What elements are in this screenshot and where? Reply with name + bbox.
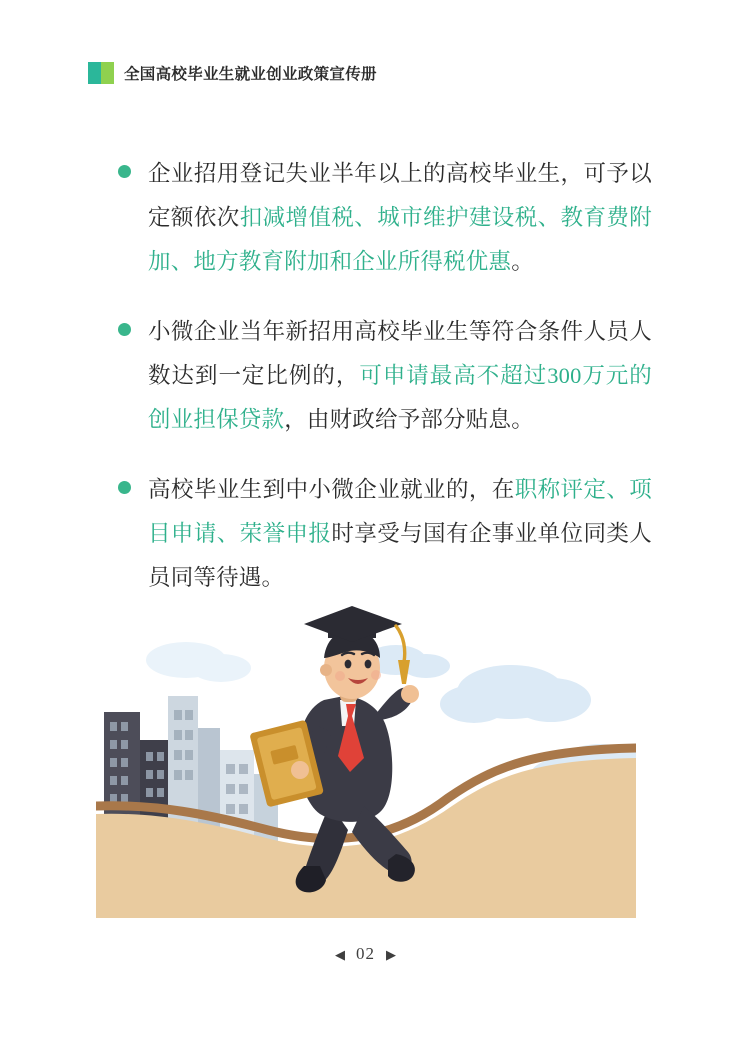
list-item: [112, 468, 652, 600]
paragraph-3: [148, 468, 652, 600]
illustration-graduate-running: [96, 600, 636, 918]
paragraph-1: [148, 152, 652, 284]
text-segment: 企业招用登记失业半年以上的高校毕业生，可予以定额依次: [148, 161, 652, 230]
text-segment-highlight: 可申请最高不超过300万元的创业担保贷款: [148, 363, 652, 432]
brand-mark-right: [101, 62, 114, 84]
text-segment: 小微企业当年新招用高校毕业生等符合条件人员人数达到一定比例的，: [148, 319, 652, 388]
paragraph-2: [148, 310, 652, 442]
text-segment: 时享受与国有企事业单位同类人员同等待遇。: [148, 521, 652, 590]
text-segment: 高校毕业生到中小微企业就业的，在: [148, 477, 515, 502]
bullet-dot-icon: [118, 165, 131, 178]
list-item: [112, 310, 652, 442]
text-segment: ，由财政给予部分贴息。: [284, 407, 534, 432]
bullet-dot-icon: [118, 481, 131, 494]
content-body: [112, 152, 652, 626]
header-title: 全国高校毕业生就业创业政策宣传册: [124, 66, 377, 83]
bullet-dot-icon: [118, 323, 131, 336]
page-header: [88, 62, 377, 84]
text-segment: 。: [511, 249, 534, 274]
page-footer: [0, 944, 731, 964]
prev-page-arrow-icon[interactable]: ◀: [335, 946, 345, 962]
list-item: [112, 152, 652, 284]
text-segment-highlight: 职称评定、项目申请、荣誉申报: [148, 477, 652, 546]
next-page-arrow-icon[interactable]: ▶: [386, 946, 396, 962]
page-number: 02: [356, 944, 375, 963]
brand-mark-left: [88, 62, 101, 84]
brand-mark-icon: [88, 62, 114, 84]
text-segment-highlight: 扣减增值税、城市维护建设税、教育费附加、地方教育附加和企业所得税优惠: [148, 205, 652, 274]
